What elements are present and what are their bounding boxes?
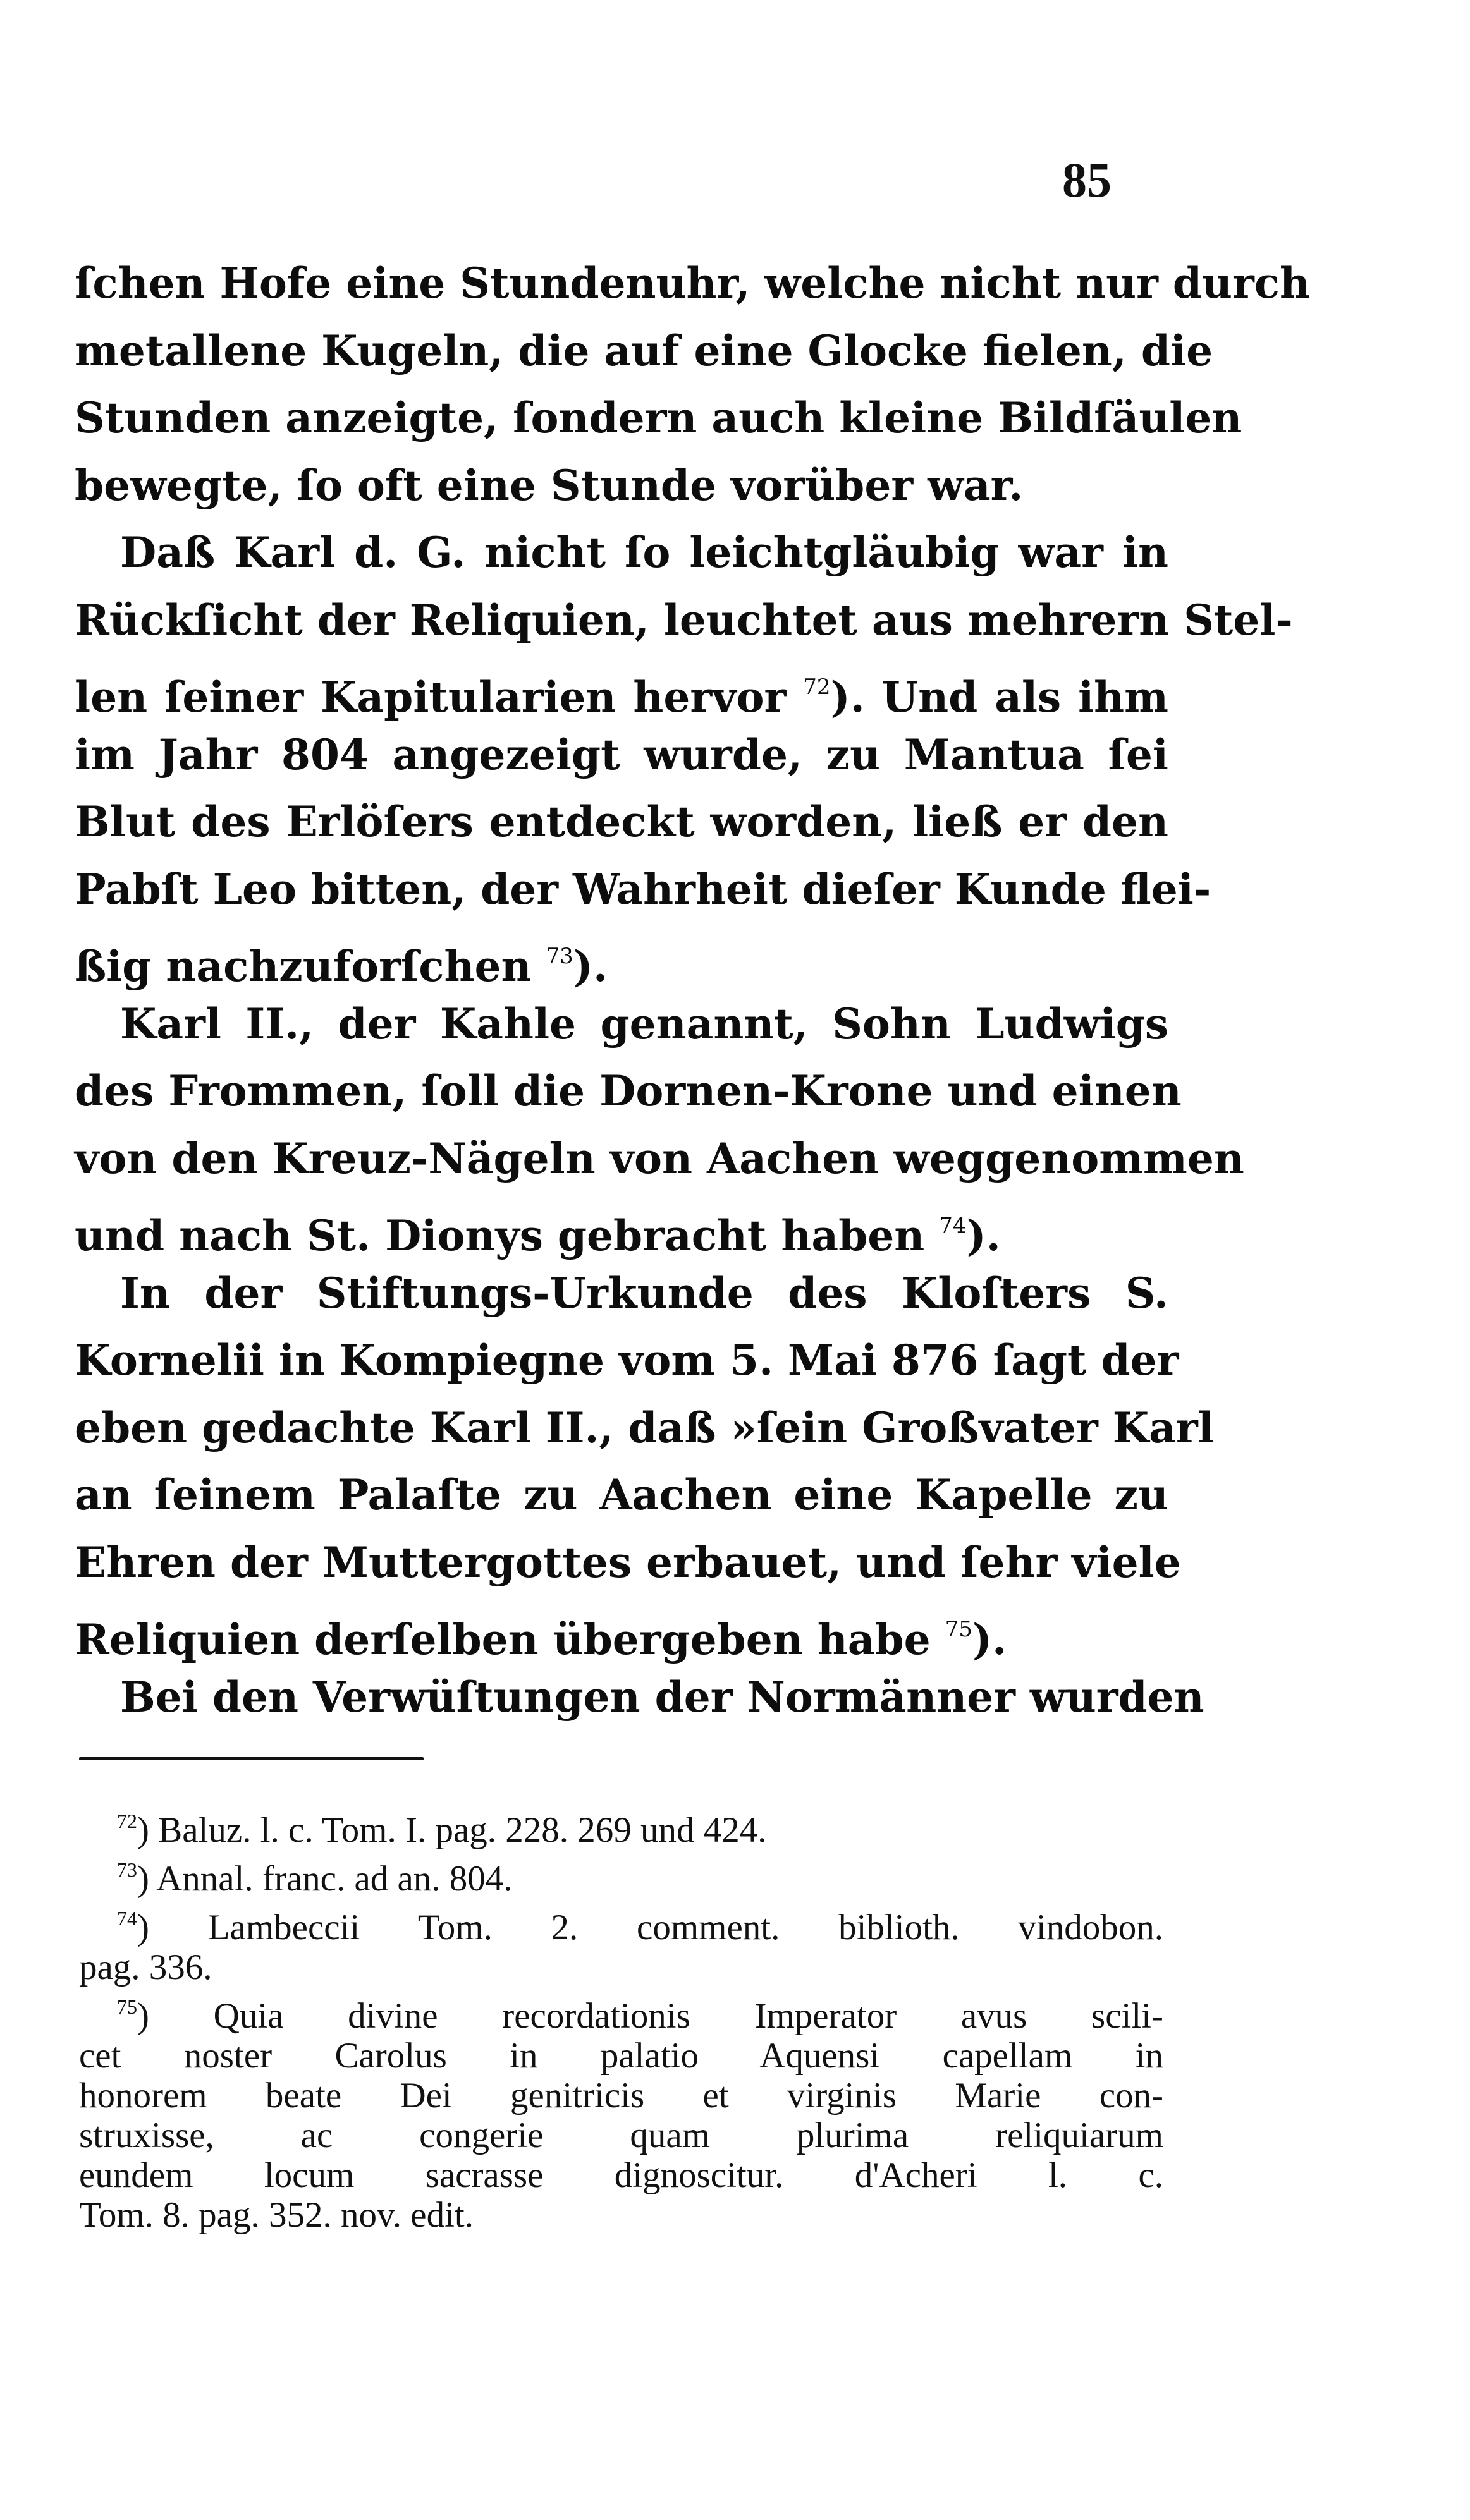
body-line [75, 1664, 1204, 1731]
footnote-line [79, 2076, 1163, 2115]
footnote-line [79, 2115, 1163, 2155]
footnote-text: ) Annal. franc. ad an. 804. [137, 1859, 513, 1899]
body-line-tail: ). [972, 1615, 1007, 1664]
body-line [75, 788, 1168, 856]
body-line-text: len ſeiner Kapitularien hervor [75, 673, 787, 722]
body-line-text: Blut des Erlöſers entdeckt worden, ließ er den [75, 797, 1168, 846]
body-line [75, 990, 1168, 1058]
body-line-text: an ſeinem Palaſte zu Aachen eine Kapelle zu [75, 1470, 1168, 1519]
footnotes [79, 1801, 1163, 2235]
footnote-reference[interactable]: 74 [939, 1213, 967, 1238]
body-line-text: Bei den Verwüſtungen der Normänner wurden [120, 1672, 1204, 1722]
body-line [75, 317, 1213, 385]
body-line [75, 856, 1211, 923]
body-line-text: Kornelii in Kompiegne vom 5. Mai 876 ſagt der [75, 1336, 1179, 1385]
body-line [75, 1057, 1182, 1125]
body-line [75, 1596, 1168, 1664]
footnote-line [79, 1850, 1163, 1899]
body-line-text: Daß Karl d. G. nicht ſo leichtgläubig war in [120, 528, 1168, 577]
body-line [75, 1394, 1214, 1462]
footnote-line [79, 1801, 1163, 1850]
footnote-divider [79, 1757, 424, 1760]
footnote-reference[interactable]: 72 [803, 674, 831, 700]
body-line [75, 250, 1310, 317]
footnote-text: ) Baluz. l. c. Tom. I. pag. 228. 269 und 424. [137, 1810, 767, 1850]
footnote-line [79, 2036, 1163, 2076]
body-line-text: Pabſt Leo bitten, der Wahrheit dieſer Kunde flei- [75, 864, 1211, 914]
body-line [75, 519, 1168, 587]
body-line-tail: ). [966, 1211, 1001, 1260]
body-line [75, 654, 1168, 721]
footnote-number: 74 [117, 1907, 137, 1930]
body-text [75, 250, 1310, 1731]
footnote-text: ) Lambeccii Tom. 2. comment. biblioth. vindobon. [137, 1908, 1163, 1947]
body-line-text: und nach St. Dionys gebracht haben [75, 1211, 925, 1260]
body-line-text: ßig nachzuforſchen [75, 942, 532, 991]
footnote-number: 73 [117, 1858, 137, 1881]
footnote-number: 72 [117, 1810, 137, 1832]
body-line-tail: ). [573, 942, 608, 991]
body-line [75, 587, 1293, 654]
body-line-text: Rückſicht der Reliquien, leuchtet aus mehrern Stel- [75, 595, 1293, 645]
body-line [75, 1461, 1168, 1529]
body-line [75, 384, 1242, 452]
body-line-text: von den Kreuz-Nägeln von Aachen weggenommen [75, 1133, 1244, 1183]
footnote-reference[interactable]: 75 [945, 1617, 972, 1642]
footnote-text: eundem locum sacrasse dignoscitur. d'Acheri l. c. [79, 2155, 1163, 2195]
footnote-text: struxisse, ac congerie quam plurima reliquiarum [79, 2115, 1163, 2155]
footnote-line [79, 1899, 1163, 1947]
footnote-text: ) Quia divine recordationis Imperator avus scili- [137, 1996, 1163, 2036]
body-line [75, 1260, 1168, 1327]
footnote-line [79, 1987, 1163, 2036]
body-line [75, 1125, 1244, 1193]
body-line-text: Stunden anzeigte, ſondern auch kleine Bildſäulen [75, 393, 1242, 442]
footnote-text: cet noster Carolus in palatio Aquensi capellam in [79, 2036, 1163, 2076]
body-line [75, 721, 1168, 789]
footnote-text: honorem beate Dei genitricis et virginis Marie con- [79, 2076, 1163, 2115]
body-line [75, 1327, 1179, 1394]
body-line-text: In der Stiftungs-Urkunde des Kloſters S. [120, 1268, 1168, 1318]
body-line-text: des Frommen, ſoll die Dornen-Krone und einen [75, 1066, 1182, 1116]
footnote-text: pag. 336. [79, 1947, 212, 1987]
body-line [75, 923, 1168, 990]
body-line-text: eben gedachte Karl II., daß »ſein Großvater Karl [75, 1403, 1214, 1452]
body-line-text: metallene Kugeln, die auf eine Glocke fielen, die [75, 326, 1213, 375]
body-line-text: im Jahr 804 angezeigt wurde, zu Mantua ſei [75, 729, 1168, 779]
footnote-text: Tom. 8. pag. 352. nov. edit. [79, 2195, 474, 2235]
footnote-line [79, 2155, 1163, 2195]
body-line-text: ſchen Hofe eine Stundenuhr, welche nicht nur durch [75, 259, 1310, 308]
page-number: 85 [1062, 152, 1112, 207]
body-line-text: Ehren der Muttergottes erbauet, und ſehr viele [75, 1537, 1181, 1587]
footnote-line [79, 1947, 1163, 1987]
body-line [75, 452, 1168, 520]
footnote-reference[interactable]: 73 [546, 944, 573, 969]
footnote-number: 75 [117, 1995, 137, 2018]
footnote-line [79, 2195, 1163, 2235]
body-line-text: Reliquien derſelben übergeben habe [75, 1615, 931, 1664]
body-line-tail: ). Und als ihm [830, 673, 1169, 722]
body-line [75, 1529, 1181, 1597]
body-line-text: Karl II., der Kahle genannt, Sohn Ludwigs [120, 999, 1168, 1049]
body-line-text: bewegte, ſo oft eine Stunde vorüber war. [75, 460, 1024, 510]
body-line [75, 1192, 1168, 1260]
